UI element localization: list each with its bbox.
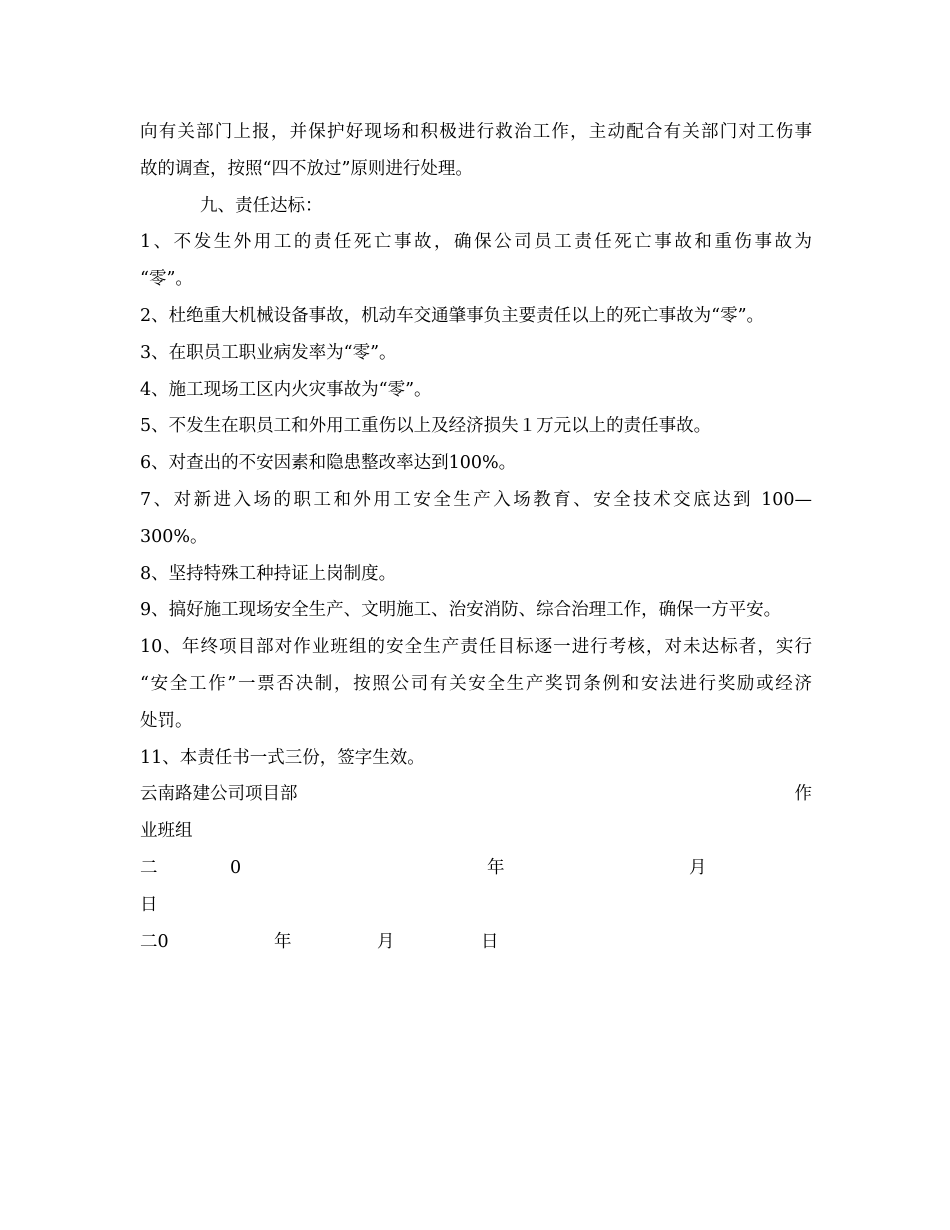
list-item-line: 2、杜绝重大机械设备事故，机动车交通肇事负主要责任以上的死亡事故为“零”。 (140, 305, 765, 326)
list-item-line: 8、坚持特殊工种持证上岗制度。 (140, 563, 397, 584)
date-year: 年 (487, 857, 505, 878)
date-month: 月 (377, 931, 395, 952)
signature-right-party-part1: 作 (794, 784, 812, 805)
date-day: 日 (481, 931, 499, 952)
list-item-line: 处罚。 (140, 710, 193, 731)
document-page (140, 114, 812, 960)
list-item-line: “零”。 (140, 269, 193, 290)
date-row-1 (140, 850, 812, 887)
list-item-line: 3、在职员工职业病发率为“零”。 (140, 342, 397, 363)
list-item-line: 300%。 (140, 526, 208, 547)
list-item-line: 5、不发生在职员工和外用工重伤以上及经济损失１万元以上的责任事故。 (140, 416, 712, 437)
signature-left-party: 云南路建公司项目部 (140, 784, 298, 805)
paragraph-line: 故的调查，按照“四不放过”原则进行处理。 (140, 158, 473, 179)
date-er-zero: 二0 (140, 931, 169, 952)
list-item-line: 11、本责任书一式三份，签字生效。 (140, 747, 425, 768)
list-item-line: 9、搞好施工现场安全生产、文明施工、治安消防、综合治理工作，确保一方平安。 (140, 600, 782, 621)
date-zero: 0 (230, 857, 242, 878)
date-month: 月 (689, 857, 707, 878)
date-row-2 (140, 924, 812, 961)
list-item-line: “安全工作”一票否决制，按照公司有关安全生产奖罚条例和安法进行奖励或经济 (140, 673, 812, 694)
date-year: 年 (274, 931, 292, 952)
paragraph-line: 向有关部门上报，并保护好现场和积极进行救治工作，主动配合有关部门对工伤事 (140, 122, 812, 142)
list-item-line: 1、不发生外用工的责任死亡事故，确保公司员工责任死亡事故和重伤事故为 (140, 232, 812, 253)
list-item-line: 6、对查出的不安因素和隐患整改率达到100%。 (140, 453, 517, 474)
date-er: 二 (140, 857, 158, 878)
list-item-line: 4、施工现场工区内火灾事故为“零”。 (140, 379, 432, 400)
list-item-line: 7、对新进入场的职工和外用工安全生产入场教育、安全技术交底达到 100— (140, 489, 812, 510)
signature-row (140, 776, 812, 813)
section-heading: 九、责任达标： (200, 195, 323, 216)
date-day: 日 (140, 894, 158, 915)
signature-right-party-part2: 业班组 (140, 821, 193, 842)
list-item-line: 10、年终项目部对作业班组的安全生产责任目标逐一进行考核，对未达标者，实行 (140, 637, 812, 658)
